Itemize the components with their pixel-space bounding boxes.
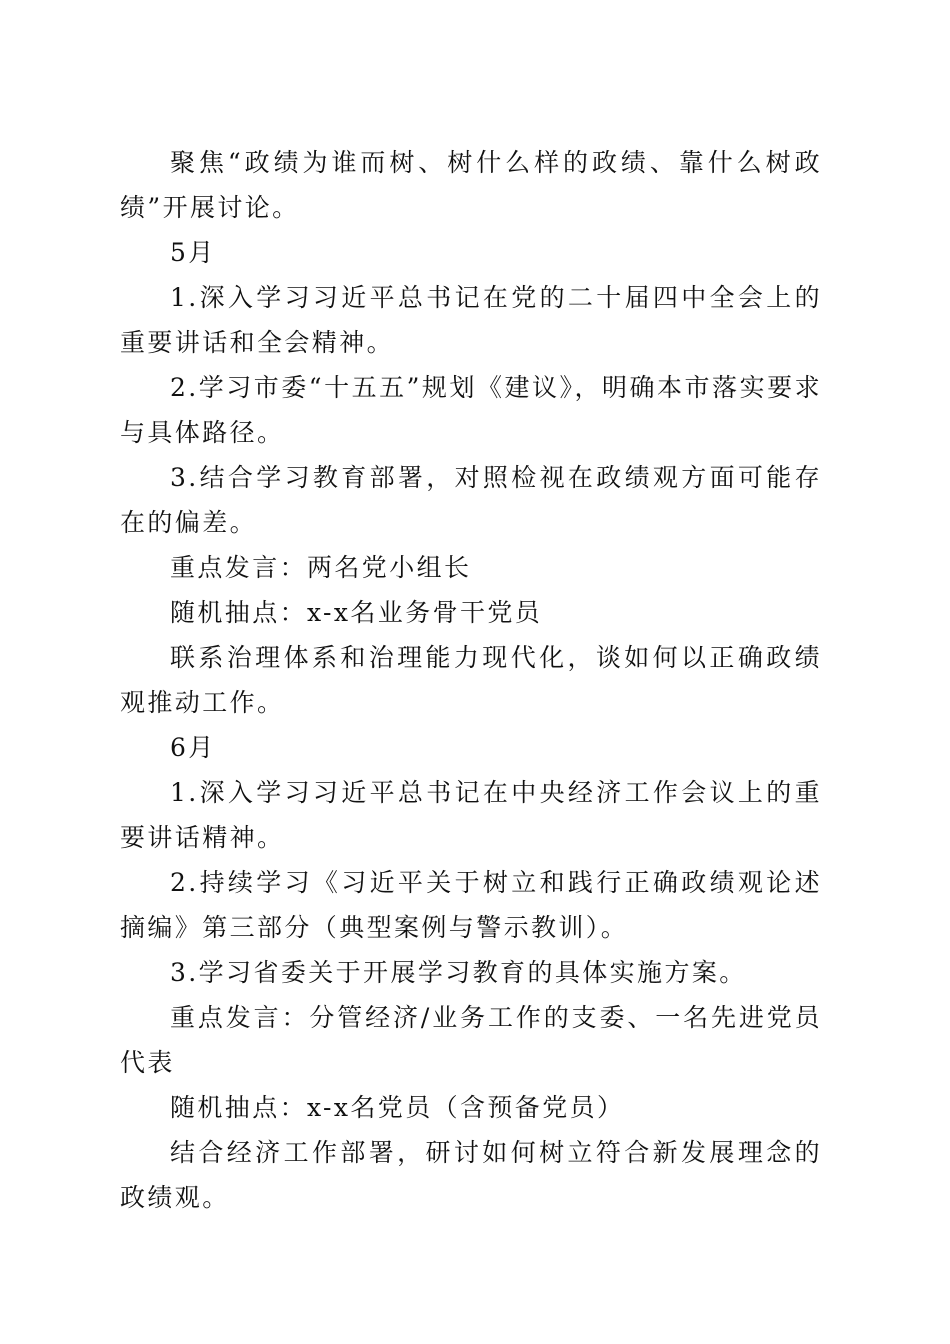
june-item-2: 2.持续学习《习近平关于树立和践行正确政绩观论述摘编》第三部分（典型案例与警示教训）。 xyxy=(120,868,822,942)
may-discussion-topic: 联系治理体系和治理能力现代化，谈如何以正确政绩观推动工作。 xyxy=(120,643,822,717)
may-item-1: 1.深入学习习近平总书记在党的二十届四中全会上的重要讲话和全会精神。 xyxy=(120,283,822,357)
june-random-selection: 随机抽点：x-x名党员（含预备党员） xyxy=(170,1093,625,1122)
paragraph-discussion-focus: 聚焦“政绩为谁而树、树什么样的政绩、靠什么树政绩”开展讨论。 xyxy=(120,148,822,222)
june-item-1: 1.深入学习习近平总书记在中央经济工作会议上的重要讲话精神。 xyxy=(120,778,822,852)
june-key-speakers: 重点发言：分管经济/业务工作的支委、一名先进党员代表 xyxy=(120,1003,822,1077)
june-discussion-topic: 结合经济工作部署，研讨如何树立符合新发展理念的政绩观。 xyxy=(120,1138,822,1212)
month-heading-june: 6月 xyxy=(170,733,216,762)
may-key-speakers: 重点发言：两名党小组长 xyxy=(170,553,472,582)
month-heading-may: 5月 xyxy=(170,238,216,267)
june-item-3: 3.学习省委关于开展学习教育的具体实施方案。 xyxy=(170,958,747,987)
may-random-selection: 随机抽点：x-x名业务骨干党员 xyxy=(170,598,543,627)
document-page xyxy=(120,140,822,1220)
may-item-3: 3.结合学习教育部署，对照检视在政绩观方面可能存在的偏差。 xyxy=(120,463,822,537)
may-item-2: 2.学习市委“十五五”规划《建议》，明确本市落实要求与具体路径。 xyxy=(120,373,822,447)
